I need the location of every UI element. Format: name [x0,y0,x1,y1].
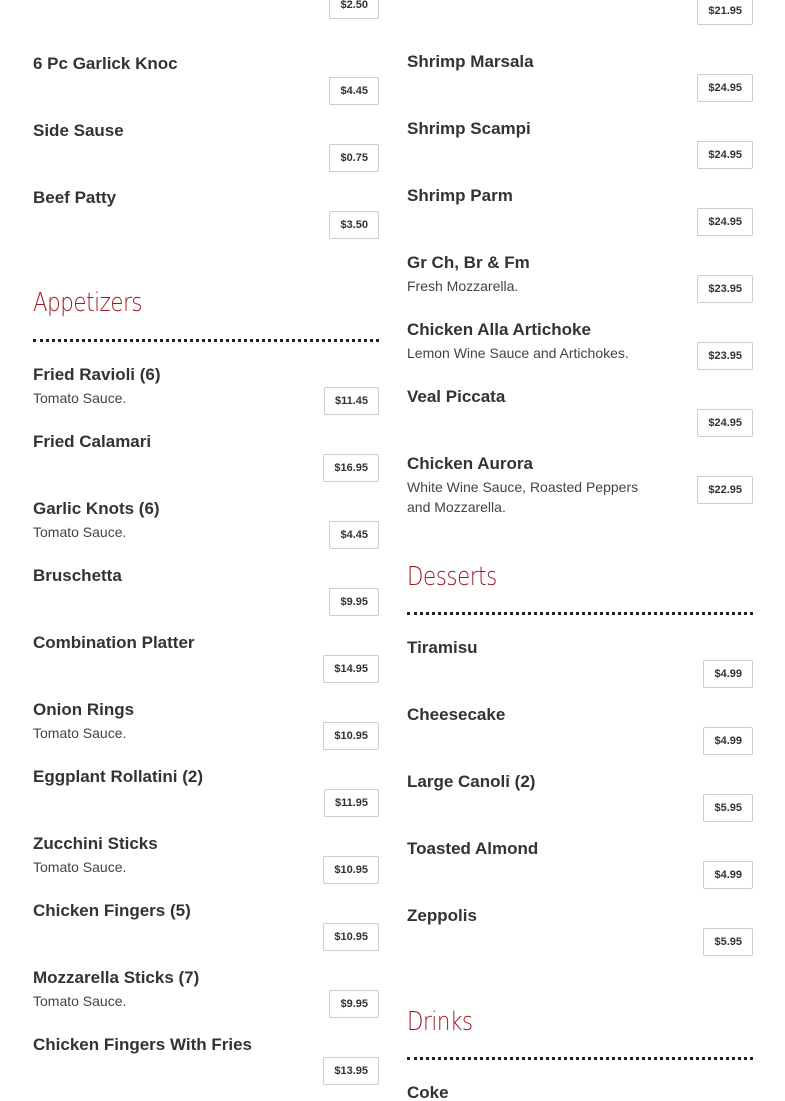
menu-item-name: Fried Calamari [33,432,152,451]
menu-item-name: Zeppolis [407,906,477,925]
menu-item[interactable] [407,1083,753,1101]
menu-item[interactable] [407,705,753,765]
price-button[interactable]: $10.95 [323,722,379,750]
menu-item-name: Veal Piccata [407,387,506,406]
menu-item[interactable] [33,432,379,492]
section-divider [407,1057,753,1060]
menu-item[interactable] [33,700,379,760]
menu-item[interactable] [407,839,753,899]
menu-item[interactable] [33,188,379,248]
menu-item[interactable] [407,186,753,246]
menu-item[interactable] [33,566,379,626]
menu-item-name: Zucchini Sticks [33,834,158,853]
menu-item-name: Mozzarella Sticks (7) [33,968,200,987]
menu-item-description: Tomato Sauce. [33,725,127,741]
menu-item-name: Large Canoli (2) [407,772,536,791]
menu-item-name: Shrimp Scampi [407,119,531,138]
menu-item-description: Fresh Mozzarella. [407,278,519,294]
menu-item[interactable] [33,1035,379,1095]
menu-item-name: Chicken Aurora [407,454,533,473]
menu-item[interactable] [407,772,753,832]
menu-item[interactable] [33,901,379,961]
price-button[interactable]: $4.99 [703,660,753,688]
menu-item[interactable] [33,767,379,827]
price-button[interactable]: $10.95 [323,856,379,884]
price-button[interactable]: $23.95 [697,342,753,370]
menu-item-name: Side Sause [33,121,124,140]
menu-item-name: 6 Pc Garlick Knoc [33,54,178,73]
price-button[interactable]: $11.45 [324,387,379,415]
menu-item[interactable] [33,121,379,181]
price-button[interactable]: $16.95 [323,454,379,482]
menu-item-name: Cheesecake [407,705,506,724]
section-title-appetizers: Appetizers [33,288,143,318]
menu-item-name: Garlic Knots (6) [33,499,160,518]
price-button[interactable]: $9.95 [329,990,379,1018]
menu-item[interactable] [407,906,753,966]
menu-item[interactable] [407,253,753,313]
menu-item-description: Lemon Wine Sauce and Artichokes. [407,345,629,361]
menu-item-name: Bruschetta [33,566,122,585]
menu-item[interactable] [407,638,753,698]
menu-item-name: Chicken Fingers (5) [33,901,191,920]
menu-item-name: Tiramisu [407,638,478,657]
price-button[interactable]: $9.95 [329,588,379,616]
menu-item-description: Tomato Sauce. [33,993,127,1009]
menu-item-description: Tomato Sauce. [33,524,127,540]
menu-item[interactable] [407,320,753,380]
section-divider [407,612,753,615]
menu-item[interactable] [33,0,379,37]
menu-item[interactable] [33,499,379,559]
price-button[interactable]: $24.95 [697,208,753,236]
price-button[interactable]: $22.95 [697,476,753,504]
price-button[interactable]: $24.95 [697,409,753,437]
menu-item[interactable] [33,633,379,693]
price-button[interactable]: $14.95 [323,655,379,683]
price-button[interactable]: $2.50 [329,0,379,19]
price-button[interactable]: $4.45 [329,521,379,549]
menu-item-name: Coke [407,1083,449,1101]
menu-item-name: Toasted Almond [407,839,539,858]
price-button[interactable]: $4.45 [329,77,379,105]
menu-item-name: Fried Ravioli (6) [33,365,161,384]
price-button[interactable]: $10.95 [323,923,379,951]
price-button[interactable]: $5.95 [703,928,753,956]
menu-item-description: White Wine Sauce, Roasted Peppers and Mozzarella. [407,479,639,515]
price-button[interactable]: $23.95 [697,275,753,303]
price-button[interactable]: $3.50 [329,211,379,239]
menu-item[interactable] [33,968,379,1028]
menu-item[interactable] [407,387,753,447]
section-title-desserts: Desserts [407,562,497,592]
menu-item-name: Onion Rings [33,700,135,719]
menu-item[interactable] [407,0,753,35]
menu-item[interactable] [407,52,753,112]
menu-item[interactable] [407,119,753,179]
menu-item-name: Eggplant Rollatini (2) [33,767,203,786]
menu-item-name: Shrimp Marsala [407,52,534,71]
price-button[interactable]: $21.95 [697,0,753,25]
menu-item-name: Chicken Alla Artichoke [407,320,591,339]
menu-item[interactable] [33,834,379,894]
section-divider [33,339,379,342]
menu-item-name: Chicken Fingers With Fries [33,1035,252,1054]
menu-item-description: Tomato Sauce. [33,859,127,875]
price-button[interactable]: $11.95 [324,789,379,817]
menu-item[interactable] [407,454,753,514]
menu-item-name: Gr Ch, Br & Fm [407,253,530,272]
price-button[interactable]: $24.95 [697,141,753,169]
menu-item[interactable] [33,365,379,425]
menu-item-description: Tomato Sauce. [33,390,127,406]
menu-item-name: Shrimp Parm [407,186,513,205]
menu-item[interactable] [33,54,379,114]
menu-item-name: Beef Patty [33,188,117,207]
price-button[interactable]: $0.75 [329,144,379,172]
menu-item-name: Combination Platter [33,633,195,652]
price-button[interactable]: $4.99 [703,727,753,755]
section-title-drinks: Drinks [407,1007,473,1037]
price-button[interactable]: $5.95 [703,794,753,822]
price-button[interactable]: $13.95 [323,1057,379,1085]
price-button[interactable]: $4.99 [703,861,753,889]
price-button[interactable]: $24.95 [697,74,753,102]
